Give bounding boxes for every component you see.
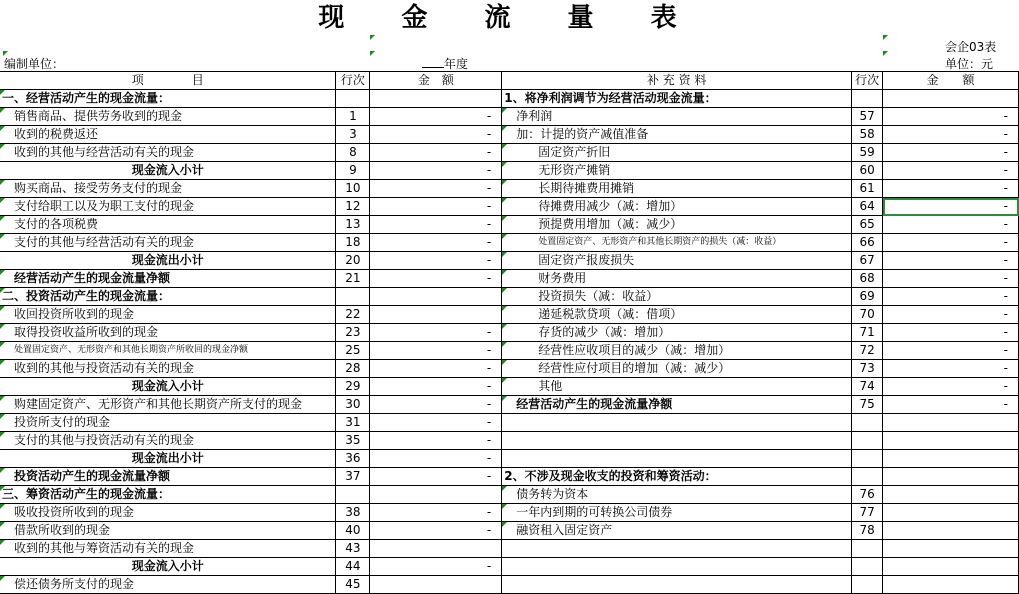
supplementary-label-cell[interactable] [502,558,852,576]
header-item[interactable]: 项 目 [0,72,336,90]
amount-cell[interactable]: - [370,504,502,522]
amount-cell[interactable]: - [883,252,1019,270]
row-number-cell[interactable] [336,90,370,108]
amount-cell[interactable]: - [883,396,1019,414]
table-row [0,288,1019,306]
item-label-cell[interactable]: 处置固定资产、无形资产和其他长期资产所收回的现金净额 [0,342,336,360]
table-row [0,486,1019,504]
amount-cell[interactable] [883,540,1019,558]
amount-cell[interactable]: - [370,198,502,216]
item-label-cell[interactable]: 支付给职工以及为职工支付的现金 [0,198,336,216]
table-row [0,144,1019,162]
item-label-cell[interactable]: 支付的其他与经营活动有关的现金 [0,234,336,252]
item-label-cell[interactable]: 二、投资活动产生的现金流量： [0,288,336,306]
table-row [0,198,1019,216]
cell-marker-icon [370,51,375,56]
table-row [0,306,1019,324]
item-label-cell[interactable]: 投资活动产生的现金流量净额 [0,468,336,486]
row-number-cell[interactable] [852,90,883,108]
row-number-cell[interactable]: 45 [336,576,370,594]
cell-marker-icon [502,306,507,311]
cell-marker-icon [502,360,507,365]
item-label-cell[interactable]: 一、经营活动产生的现金流量： [0,90,336,108]
year-blank[interactable] [422,57,444,68]
row-number-cell[interactable]: 75 [852,396,883,414]
amount-cell[interactable] [883,468,1019,486]
amount-cell[interactable]: - [883,342,1019,360]
cell-marker-icon [0,522,5,527]
supplementary-label-cell[interactable] [502,414,852,432]
supplementary-label-cell[interactable]: 一年内到期的可转换公司债券 [502,504,852,522]
page-title: 现 金 流 量 表 [318,3,701,33]
supplementary-label-cell[interactable]: 预提费用增加（减：减少） [502,216,852,234]
row-number-cell[interactable] [852,450,883,468]
supplementary-label-cell[interactable]: 存货的减少（减：增加） [502,324,852,342]
amount-cell[interactable]: - [883,108,1019,126]
table-row [0,342,1019,360]
row-number-cell[interactable]: 20 [336,252,370,270]
amount-cell[interactable]: - [370,126,502,144]
amount-cell[interactable] [370,306,502,324]
item-label-cell[interactable]: 销售商品、提供劳务收到的现金 [0,108,336,126]
row-number-cell[interactable]: 77 [852,504,883,522]
amount-cell[interactable]: - [883,144,1019,162]
row-number-cell[interactable]: 38 [336,504,370,522]
amount-cell[interactable] [883,450,1019,468]
supplementary-label-cell[interactable]: 固定资产折旧 [502,144,852,162]
supplementary-label-cell[interactable]: 待摊费用减少（减：增加） [502,198,852,216]
supplementary-label-cell[interactable]: 经营性应收项目的减少（减：增加） [502,342,852,360]
cell-marker-icon [0,342,5,347]
supplementary-label-cell[interactable]: 无形资产摊销 [502,162,852,180]
table-row [0,360,1019,378]
cell-marker-icon [0,180,5,185]
header-row [0,72,1019,90]
row-number-cell[interactable]: 10 [336,180,370,198]
cell-marker-icon [883,51,888,56]
table-row [0,90,1019,108]
cell-marker-icon [0,144,5,149]
amount-cell[interactable]: - [370,342,502,360]
cell-marker-icon [0,360,5,365]
item-label-cell[interactable]: 现金流入小计 [0,162,336,180]
amount-cell[interactable] [883,522,1019,540]
item-label-cell[interactable]: 偿还债务所支付的现金 [0,576,336,594]
amount-cell[interactable]: - [370,216,502,234]
amount-cell[interactable]: - [370,162,502,180]
amount-cell[interactable]: - [370,558,502,576]
supplementary-label-cell[interactable]: 净利润 [502,108,852,126]
row-number-cell[interactable]: 25 [336,342,370,360]
amount-cell[interactable]: - [370,324,502,342]
row-number-cell[interactable] [852,432,883,450]
row-number-cell[interactable]: 23 [336,324,370,342]
amount-cell[interactable]: - [370,180,502,198]
amount-cell[interactable]: - [370,522,502,540]
amount-cell[interactable]: - [883,180,1019,198]
row-number-cell[interactable]: 65 [852,216,883,234]
year-field[interactable] [422,55,468,72]
year-label: 年度 [444,57,469,71]
amount-cell[interactable]: - [370,108,502,126]
supplementary-label-cell[interactable]: 经营性应付项目的增加（减：减少） [502,360,852,378]
amount-cell[interactable] [370,288,502,306]
item-label-cell[interactable]: 支付的其他与投资活动有关的现金 [0,432,336,450]
cell-marker-icon [502,288,507,293]
table-row [0,252,1019,270]
amount-cell[interactable]: - [883,378,1019,396]
amount-cell[interactable] [370,540,502,558]
header-amount[interactable]: 金 额 [370,72,502,90]
table-row [0,414,1019,432]
prepared-by-label: 编制单位： [4,57,65,71]
cell-marker-icon [502,252,507,257]
unit-label: 单位：元 [945,57,994,71]
amount-cell[interactable] [883,558,1019,576]
cell-marker-icon [0,324,5,329]
row-number-cell[interactable]: 9 [336,162,370,180]
cell-marker-icon [502,144,507,149]
table-row [0,558,1019,576]
header-row-no[interactable]: 行次 [336,72,370,90]
item-label-cell[interactable]: 吸收投资所收到的现金 [0,504,336,522]
table-row [0,378,1019,396]
table-row [0,396,1019,414]
row-number-cell[interactable]: 72 [852,342,883,360]
amount-cell[interactable]: - [370,414,502,432]
row-number-cell[interactable]: 28 [336,360,370,378]
cell-marker-icon [0,504,5,509]
row-number-cell[interactable] [852,414,883,432]
cell-marker-icon [0,432,5,437]
supplementary-label-cell[interactable]: 1、将净利润调节为经营活动现金流量： [502,90,852,108]
amount-cell[interactable]: - [883,324,1019,342]
cell-marker-icon [0,198,5,203]
row-number-cell[interactable] [336,486,370,504]
cell-marker-icon [0,108,5,113]
cell-marker-icon [502,180,507,185]
row-number-cell[interactable]: 71 [852,324,883,342]
row-number-cell[interactable]: 66 [852,234,883,252]
amount-cell[interactable]: - [370,234,502,252]
supplementary-label-cell[interactable]: 投资损失（减：收益） [502,288,852,306]
table-row [0,522,1019,540]
cell-marker-icon [502,108,507,113]
amount-cell[interactable]: - [370,378,502,396]
row-number-cell[interactable]: 78 [852,522,883,540]
cell-marker-icon [0,414,5,419]
row-number-cell[interactable]: 31 [336,414,370,432]
row-number-cell[interactable]: 74 [852,378,883,396]
table-row [0,450,1019,468]
amount-cell[interactable]: - [370,270,502,288]
row-number-cell[interactable]: 18 [336,234,370,252]
amount-cell[interactable]: - [883,360,1019,378]
header-row-no-2[interactable]: 行次 [852,72,883,90]
supplementary-label-cell[interactable]: 递延税款贷项（减：借项） [502,306,852,324]
amount-cell[interactable]: - [883,126,1019,144]
row-number-cell[interactable]: 73 [852,360,883,378]
table-row [0,504,1019,522]
cell-marker-icon [502,126,507,131]
amount-cell[interactable] [883,414,1019,432]
amount-cell[interactable]: - [370,468,502,486]
amount-cell[interactable] [883,486,1019,504]
amount-cell[interactable]: - [370,450,502,468]
cell-marker-icon [0,216,5,221]
item-label-cell[interactable]: 支付的各项税费 [0,216,336,234]
item-label-cell[interactable]: 收到的税费返还 [0,126,336,144]
row-number-cell[interactable]: 70 [852,306,883,324]
amount-cell[interactable]: - [883,234,1019,252]
header-supplementary[interactable]: 补 充 资 料 [502,72,852,90]
row-number-cell[interactable]: 8 [336,144,370,162]
row-number-cell[interactable]: 30 [336,396,370,414]
row-number-cell[interactable]: 1 [336,108,370,126]
table-row [0,540,1019,558]
cell-marker-icon [502,324,507,329]
row-number-cell[interactable]: 44 [336,558,370,576]
row-number-cell[interactable]: 68 [852,270,883,288]
cell-marker-icon [502,486,507,491]
item-label-cell[interactable]: 经营活动产生的现金流量净额 [0,270,336,288]
cell-marker-icon [0,396,5,401]
cell-marker-icon [0,468,5,473]
supplementary-label-cell[interactable]: 处置固定资产、无形资产和其他长期资产的损失（减：收益） [502,234,852,252]
supplementary-label-cell[interactable]: 财务费用 [502,270,852,288]
row-number-cell[interactable]: 57 [852,108,883,126]
row-number-cell[interactable]: 12 [336,198,370,216]
amount-cell[interactable]: - [883,270,1019,288]
row-number-cell[interactable]: 35 [336,432,370,450]
amount-cell[interactable] [370,486,502,504]
cell-marker-icon [502,234,507,239]
cell-marker-icon [370,35,375,40]
item-label-cell[interactable]: 收回投资所收到的现金 [0,306,336,324]
row-number-cell[interactable] [336,288,370,306]
row-number-cell[interactable]: 21 [336,270,370,288]
cell-marker-icon [502,378,507,383]
amount-cell[interactable]: - [370,432,502,450]
supplementary-label-cell[interactable]: 2、不涉及现金收支的投资和筹资活动： [502,468,852,486]
amount-cell[interactable]: - [883,288,1019,306]
cell-marker-icon [0,270,5,275]
supplementary-label-cell[interactable]: 债务转为资本 [502,486,852,504]
supplementary-label-cell[interactable]: 融资租入固定资产 [502,522,852,540]
table-row [0,126,1019,144]
header-amount-2[interactable]: 金 额 [883,72,1019,90]
supplementary-label-cell[interactable] [502,540,852,558]
row-number-cell[interactable]: 13 [336,216,370,234]
table-row [0,270,1019,288]
row-number-cell[interactable]: 76 [852,486,883,504]
cell-marker-icon [502,162,507,167]
amount-cell[interactable]: - [883,216,1019,234]
supplementary-label-cell[interactable]: 加：计提的资产减值准备 [502,126,852,144]
table-row [0,180,1019,198]
amount-cell[interactable]: - [370,396,502,414]
row-number-cell[interactable]: 40 [336,522,370,540]
cell-marker-icon [502,504,507,509]
cell-marker-icon [0,90,5,95]
supplementary-label-cell[interactable]: 长期待摊费用摊销 [502,180,852,198]
cell-marker-icon [0,576,5,581]
table-row [0,468,1019,486]
table-row [0,108,1019,126]
item-label-cell[interactable]: 收到的其他与筹资活动有关的现金 [0,540,336,558]
item-label-cell[interactable]: 现金流出小计 [0,252,336,270]
supplementary-label-cell[interactable]: 经营活动产生的现金流量净额 [502,396,852,414]
row-number-cell[interactable]: 37 [336,468,370,486]
cell-marker-icon [502,522,507,527]
row-number-cell[interactable]: 58 [852,126,883,144]
cell-marker-icon [502,270,507,275]
row-number-cell[interactable]: 29 [336,378,370,396]
cell-marker-icon [502,198,507,203]
amount-cell[interactable]: - [370,144,502,162]
row-number-cell[interactable]: 3 [336,126,370,144]
item-label-cell[interactable]: 现金流入小计 [0,378,336,396]
row-number-cell[interactable]: 59 [852,144,883,162]
row-number-cell[interactable]: 43 [336,540,370,558]
supplementary-label-cell[interactable]: 固定资产报废损失 [502,252,852,270]
item-label-cell[interactable]: 借款所收到的现金 [0,522,336,540]
cell-marker-icon [0,234,5,239]
cell-marker-icon [0,540,5,545]
row-number-cell[interactable] [852,468,883,486]
cell-marker-icon [0,126,5,131]
cell-marker-icon [502,342,507,347]
table-row [0,324,1019,342]
item-label-cell[interactable]: 现金流入小计 [0,558,336,576]
amount-cell[interactable]: - [370,252,502,270]
table-row [0,234,1019,252]
supplementary-label-cell[interactable] [502,432,852,450]
table-row [0,162,1019,180]
row-number-cell[interactable]: 36 [336,450,370,468]
supplementary-label-cell[interactable]: 其他 [502,378,852,396]
item-label-cell[interactable]: 收到的其他与投资活动有关的现金 [0,360,336,378]
item-label-cell[interactable]: 购买商品、接受劳务支付的现金 [0,180,336,198]
amount-cell[interactable] [883,432,1019,450]
form-code: 会企03表 [945,40,997,54]
amount-cell[interactable]: - [883,306,1019,324]
cash-flow-table [0,71,1019,594]
table-row [0,216,1019,234]
cell-marker-icon [0,306,5,311]
amount-cell[interactable] [370,90,502,108]
row-number-cell[interactable] [852,558,883,576]
amount-cell[interactable]: - [883,162,1019,180]
cell-marker-icon [0,288,5,293]
cell-marker-icon [883,35,888,40]
item-label-cell[interactable]: 收到的其他与经营活动有关的现金 [0,144,336,162]
amount-cell[interactable] [883,504,1019,522]
cell-marker-icon [502,216,507,221]
row-number-cell[interactable]: 22 [336,306,370,324]
item-label-cell[interactable]: 投资所支付的现金 [0,414,336,432]
row-number-cell[interactable] [852,540,883,558]
amount-cell[interactable] [883,90,1019,108]
row-number-cell[interactable]: 67 [852,252,883,270]
row-number-cell[interactable]: 64 [852,198,883,216]
row-number-cell[interactable]: 60 [852,162,883,180]
table-row [0,432,1019,450]
cell-marker-icon [0,486,5,491]
item-label-cell[interactable]: 取得投资收益所收到的现金 [0,324,336,342]
amount-cell[interactable]: - [883,198,1019,216]
row-number-cell[interactable]: 69 [852,288,883,306]
row-number-cell[interactable]: 61 [852,180,883,198]
item-label-cell[interactable]: 购建固定资产、无形资产和其他长期资产所支付的现金 [0,396,336,414]
cell-marker-icon [502,396,507,401]
amount-cell[interactable]: - [370,360,502,378]
item-label-cell[interactable]: 三、筹资活动产生的现金流量： [0,486,336,504]
supplementary-label-cell[interactable] [502,450,852,468]
item-label-cell[interactable]: 现金流出小计 [0,450,336,468]
